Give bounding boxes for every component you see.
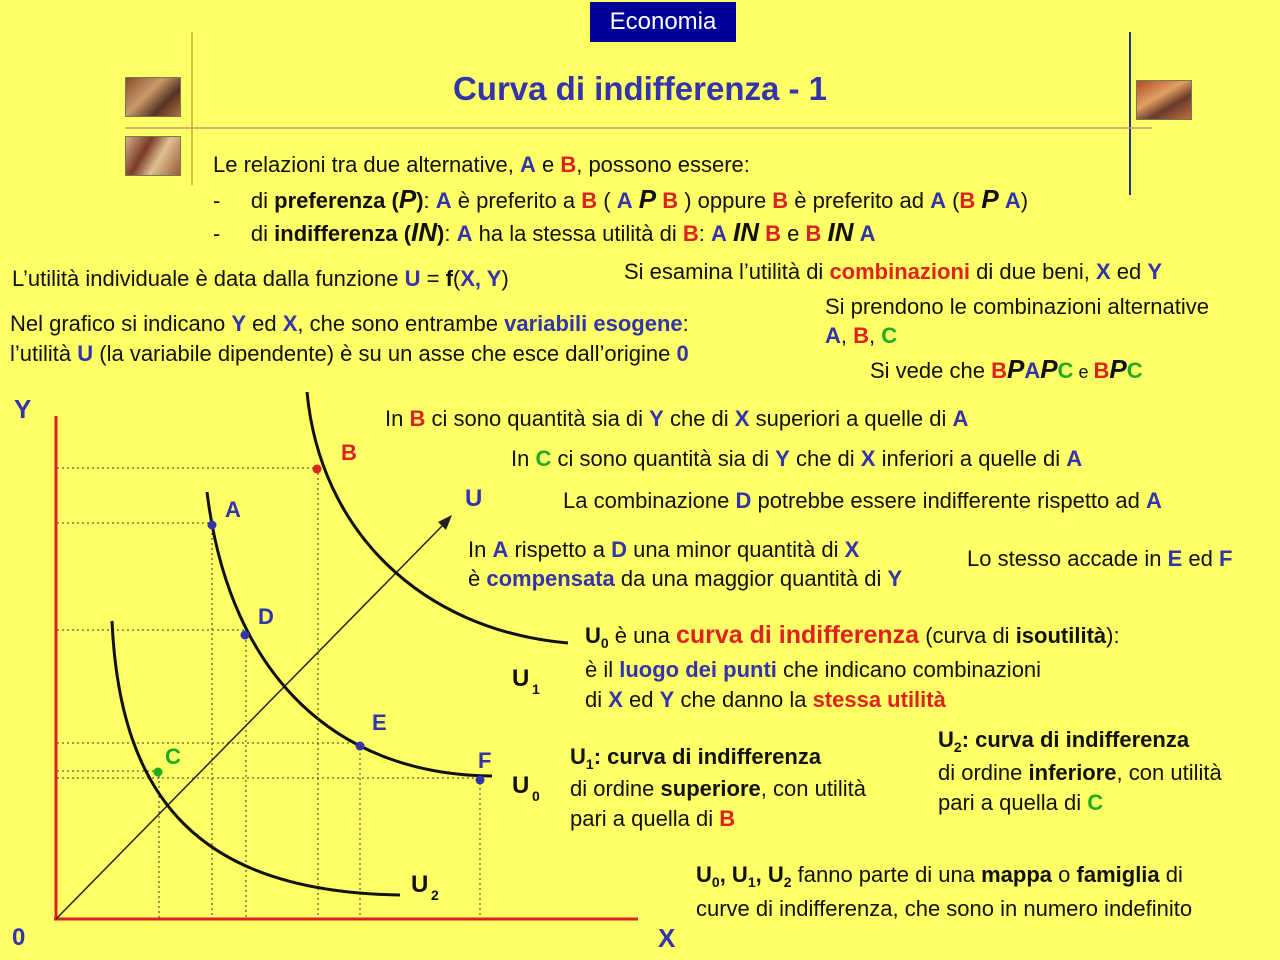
curve-u1 <box>307 392 568 643</box>
label-d: D <box>258 604 274 629</box>
ordering-text: Si vede che BPAPC e BPC <box>870 354 1143 384</box>
curve-u0-sub: 0 <box>532 788 540 804</box>
graph-desc-line2: l’utilità U (la variabile dipendente) è su un asse che esce dall’origine 0 <box>10 341 689 366</box>
point-c <box>154 768 163 777</box>
u2-definition-line2: di ordine inferiore, con utilità <box>938 760 1222 785</box>
label-a: A <box>225 497 241 522</box>
indifference-graph <box>0 380 680 960</box>
map-text-line1: $U_0$, $U_1$, $U_2$ fanno parte di una mappa o famiglia di <box>696 862 1183 890</box>
combinations-text: Si esamina l’utilità di combinazioni di due beni, X ed Y <box>624 259 1163 284</box>
combo-d-text: La combinazione D potrebbe essere indifferente rispetto ad A <box>563 488 1162 513</box>
section-banner: Economia <box>590 2 736 42</box>
in-c-text: In C ci sono quantità sia di Y che di X inferiori a quelle di A <box>511 446 1083 471</box>
point-b <box>313 465 322 474</box>
curve-u0-label: U <box>512 772 530 799</box>
curve-u2-sub: 2 <box>431 887 439 903</box>
u1-definition-line3: pari a quella di B <box>570 806 736 831</box>
painting-thumbnail-right <box>1136 80 1192 120</box>
x-axis-label: X <box>658 923 676 953</box>
curve-u2-label: U <box>411 871 429 898</box>
point-f <box>476 776 485 785</box>
u2-definition-line3: pari a quella di C <box>938 790 1104 815</box>
curve-u1-sub: 1 <box>532 681 540 697</box>
curve-u2 <box>112 621 400 895</box>
u0-definition-line2: è il luogo dei punti che indicano combinazioni <box>585 657 1042 682</box>
curve-u1-label: U <box>512 665 530 692</box>
compensation-line1: In A rispetto a D una minor quantità di X <box>468 537 860 562</box>
u1-definition-line1: $U_1$: curva di indifferenza <box>570 744 822 772</box>
point-d <box>241 631 250 640</box>
label-e: E <box>372 710 387 735</box>
label-f: F <box>478 748 492 773</box>
compensation-line2: è compensata da una maggior quantità di Y <box>468 566 903 591</box>
preference-line: - di preferenza (P): A è preferito a B ( A P B ) oppure B è preferito ad A (B P A) <box>213 184 1029 214</box>
page-title: Curva di indifferenza - 1 <box>452 70 828 107</box>
u0-definition-line3: di X ed Y che danno la stessa utilità <box>585 687 946 712</box>
u1-definition-line2: di ordine superiore, con utilità <box>570 776 866 801</box>
u0-definition-line1: $U_0$ è una curva di indifferenza (curva di isoutilità): <box>585 621 1120 651</box>
painting-thumbnail-left-top <box>125 77 181 117</box>
y-axis-label: Y <box>14 394 32 424</box>
indifference-line: - di indifferenza (IN): A ha la stessa utilità di B: A IN B e B IN A <box>213 217 876 247</box>
utility-function-text: L’utilità individuale è data dalla funzione U = f(X, Y) <box>12 266 509 291</box>
point-e <box>356 742 365 751</box>
painting-thumbnail-left-bottom <box>125 136 181 176</box>
origin-label: 0 <box>12 924 26 951</box>
label-b: B <box>341 440 357 465</box>
curve-u0 <box>207 492 492 776</box>
graph-desc-line1: Nel grafico si indicano Y ed X, che sono entrambe variabili esogene: <box>10 311 689 336</box>
label-c: C <box>165 744 181 769</box>
alternatives-text: Si prendono le combinazioni alternative <box>825 294 1210 319</box>
u-axis-label: U <box>465 485 483 512</box>
same-e-f-text: Lo stesso accade in E ed F <box>967 546 1233 571</box>
alternatives-list: A, B, C <box>825 323 898 348</box>
in-b-text: In B ci sono quantità sia di Y che di X superiori a quelle di A <box>385 406 969 431</box>
u2-definition-line1: $U_2$: curva di indifferenza <box>938 727 1190 755</box>
map-text-line2: curve di indifferenza, che sono in numero indefinito <box>696 896 1193 921</box>
point-a <box>208 521 217 530</box>
relations-intro: Le relazioni tra due alternative, A e B, possono essere: <box>213 152 750 177</box>
